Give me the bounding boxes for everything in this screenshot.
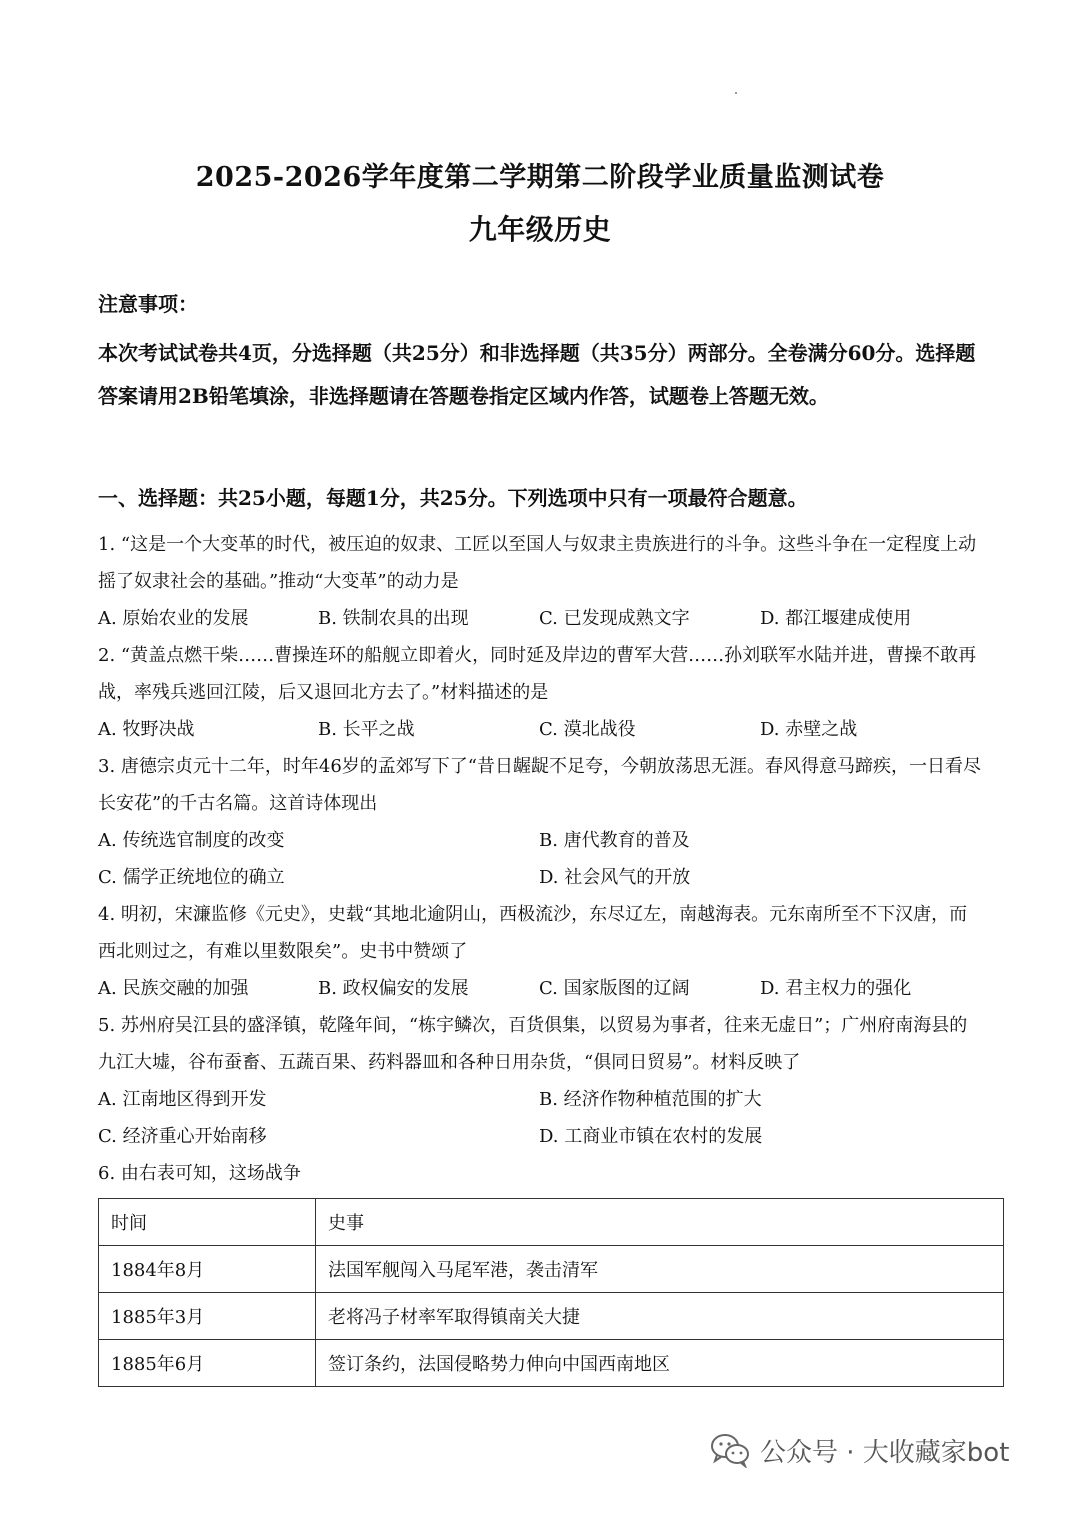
question-stem: 1. “这是一个大变革的时代，被压迫的奴隶、工匠以至国人与奴隶主贵族进行的斗争。这些斗争在一定程度上动摇了奴隶社会的基础。”推动“大变革”的动力是 bbox=[98, 534, 977, 592]
option: A. 民族交融的加强 bbox=[98, 978, 249, 999]
option: A. 传统选官制度的改变 bbox=[98, 830, 285, 851]
wechat-icon bbox=[710, 1432, 750, 1468]
option: D. 赤壁之战 bbox=[760, 719, 858, 740]
table-cell: 1885年3月 bbox=[99, 1293, 316, 1340]
option-row bbox=[98, 1081, 998, 1118]
exam-title: 2025-2026学年度第二学期第二阶段学业质量监测试卷 bbox=[195, 162, 885, 193]
table-cell: 签订条约，法国侵略势力伸向中国西南地区 bbox=[316, 1340, 1004, 1387]
option: B. 铁制农具的出现 bbox=[318, 608, 469, 629]
option: B. 经济作物种植范围的扩大 bbox=[539, 1089, 762, 1110]
table-row bbox=[99, 1293, 1004, 1340]
table-row bbox=[99, 1340, 1004, 1387]
option: D. 工商业市镇在农村的发展 bbox=[539, 1126, 763, 1147]
table-header-row bbox=[99, 1199, 1004, 1246]
table-row bbox=[99, 1246, 1004, 1293]
history-table bbox=[98, 1198, 1004, 1387]
table-header-cell: 史事 bbox=[316, 1199, 1004, 1246]
option-row bbox=[98, 1118, 998, 1155]
table-header-cell: 时间 bbox=[99, 1199, 316, 1246]
notice-heading: 注意事项： bbox=[98, 292, 198, 316]
notice-body: 本次考试试卷共4页，分选择题（共25分）和非选择题（共35分）两部分。全卷满分60分。选择题答案请用2B铅笔填涂，非选择题请在答题卷指定区域内作答，试题卷上答题无效。 bbox=[98, 341, 976, 408]
option-row bbox=[98, 970, 998, 1007]
option: D. 君主权力的强化 bbox=[760, 978, 912, 999]
table-cell: 老将冯子材率军取得镇南关大捷 bbox=[316, 1293, 1004, 1340]
watermark bbox=[710, 1430, 1009, 1470]
scan-speck bbox=[735, 92, 737, 94]
option: C. 已发现成熟文字 bbox=[539, 608, 690, 629]
option: C. 经济重心开始南移 bbox=[98, 1126, 267, 1147]
option: B. 唐代教育的普及 bbox=[539, 830, 690, 851]
section-heading: 一、选择题：共25小题，每题1分，共25分。下列选项中只有一项最符合题意。 bbox=[98, 486, 808, 510]
exam-subtitle: 九年级历史 bbox=[468, 213, 612, 246]
option-row bbox=[98, 711, 998, 748]
table-cell: 1885年6月 bbox=[99, 1340, 316, 1387]
question-stem: 4. 明初，宋濂监修《元史》，史载“其地北逾阴山，西极流沙，东尽辽左，南越海表。元东南所至不下汉唐，而西北则过之，有难以里数限矣”。史书中赞颂了 bbox=[98, 904, 968, 962]
option: D. 都江堰建成使用 bbox=[760, 608, 912, 629]
option-row bbox=[98, 822, 998, 859]
watermark-text: 公众号 · 大收藏家bot bbox=[760, 1437, 1010, 1468]
question-stem: 3. 唐德宗贞元十二年，时年46岁的孟郊写下了“昔日龌龊不足夸，今朝放荡思无涯。春风得意马蹄疾，一日看尽长安花”的千古名篇。这首诗体现出 bbox=[98, 756, 981, 814]
table-cell: 法国军舰闯入马尾军港，袭击清军 bbox=[316, 1246, 1004, 1293]
option: A. 牧野决战 bbox=[98, 719, 195, 740]
option: B. 长平之战 bbox=[318, 719, 415, 740]
option-row bbox=[98, 600, 998, 637]
option-row bbox=[98, 859, 998, 896]
table-cell: 1884年8月 bbox=[99, 1246, 316, 1293]
option: C. 漠北战役 bbox=[539, 719, 636, 740]
question-stem: 2. “黄盖点燃干柴……曹操连环的船舰立即着火，同时延及岸边的曹军大营……孙刘联军水陆并进，曹操不敢再战，率残兵逃回江陵，后又退回北方去了。”材料描述的是 bbox=[98, 645, 977, 703]
question-stem: 5. 苏州府吴江县的盛泽镇，乾隆年间，“栋宇鳞次，百货俱集，以贸易为事者，往来无虚日”；广州府南海县的九江大墟，谷布蚕畜、五蔬百果、药料器皿和各种日用杂货，“俱同日贸易”。材料反映了 bbox=[98, 1015, 968, 1073]
option: B. 政权偏安的发展 bbox=[318, 978, 469, 999]
option: A. 原始农业的发展 bbox=[98, 608, 249, 629]
option: D. 社会风气的开放 bbox=[539, 867, 691, 888]
question-stem: 6. 由右表可知，这场战争 bbox=[98, 1163, 301, 1184]
option: A. 江南地区得到开发 bbox=[98, 1089, 267, 1110]
option: C. 国家版图的辽阔 bbox=[539, 978, 690, 999]
option: C. 儒学正统地位的确立 bbox=[98, 867, 285, 888]
